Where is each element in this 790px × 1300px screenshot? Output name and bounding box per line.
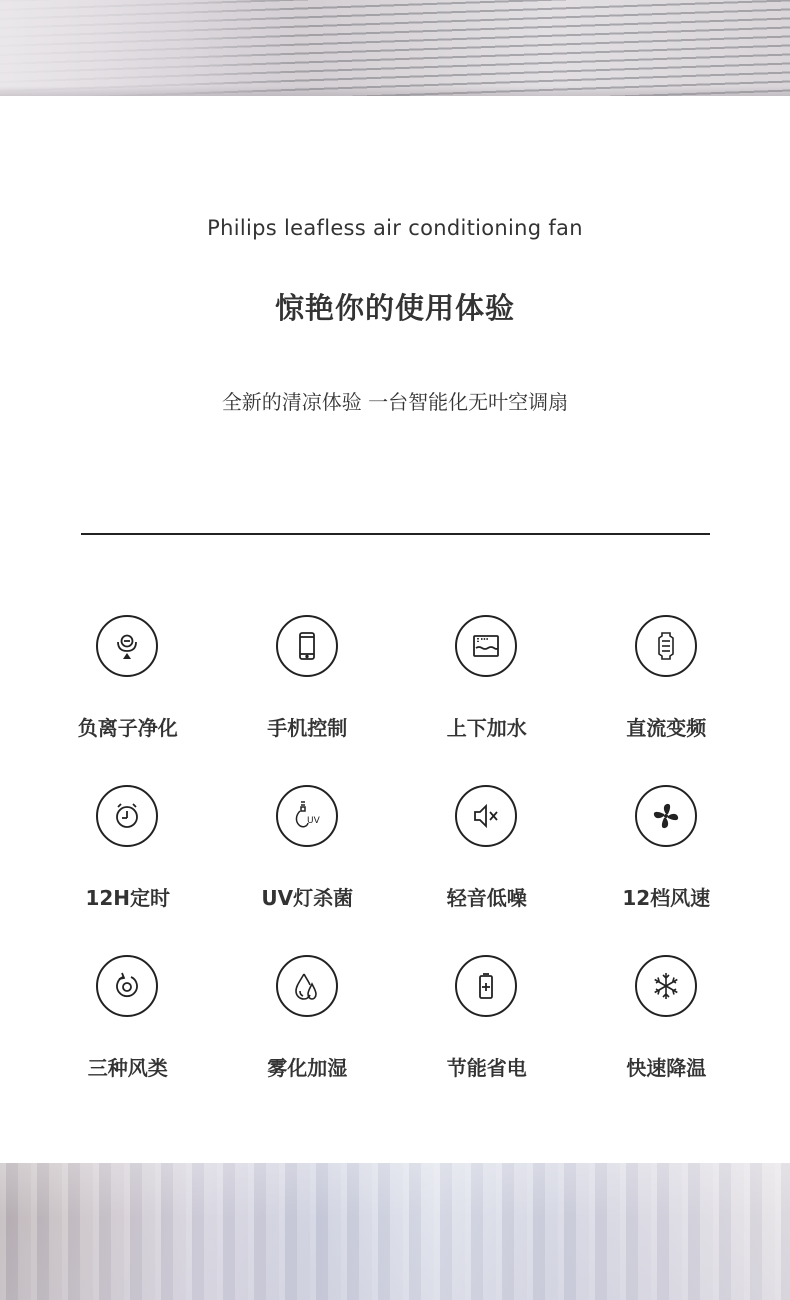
dc-inverter-icon bbox=[635, 615, 697, 677]
feature-label: 直流变频 bbox=[626, 716, 707, 740]
section-divider bbox=[81, 533, 710, 535]
page-tagline: 全新的清凉体验 一台智能化无叶空调扇 bbox=[221, 390, 569, 414]
bottom-curtain-photo bbox=[0, 1163, 790, 1300]
feature-label: UV灯杀菌 bbox=[261, 886, 354, 910]
feature-energy-saving bbox=[397, 953, 577, 1123]
feature-dc-inverter bbox=[577, 613, 757, 783]
rotate-mode-icon bbox=[96, 955, 158, 1017]
water-drops-icon bbox=[276, 955, 338, 1017]
english-subtitle: Philips leafless air conditioning fan bbox=[207, 216, 583, 240]
feature-label: 轻音低噪 bbox=[446, 886, 527, 910]
mute-speaker-icon bbox=[455, 785, 517, 847]
feature-label: 三种风类 bbox=[87, 1056, 168, 1080]
water-tank-icon bbox=[455, 615, 517, 677]
feature-anion-purify bbox=[38, 613, 218, 783]
feature-label: 手机控制 bbox=[267, 716, 348, 740]
top-fabric-photo bbox=[0, 0, 790, 96]
feature-grid bbox=[38, 613, 756, 1123]
phone-icon bbox=[276, 615, 338, 677]
feature-humidify bbox=[218, 953, 398, 1123]
feature-quiet bbox=[397, 783, 577, 953]
feature-label: 快速降温 bbox=[626, 1056, 707, 1080]
fan-blade-icon bbox=[635, 785, 697, 847]
feature-label: 上下加水 bbox=[446, 716, 527, 740]
feature-fast-cooling bbox=[577, 953, 757, 1123]
feature-phone-control bbox=[218, 613, 398, 783]
feature-uv-sterilize bbox=[218, 783, 398, 953]
feature-label: 12H定时 bbox=[85, 886, 171, 910]
uv-lamp-icon bbox=[276, 785, 338, 847]
page-headline: 惊艳你的使用体验 bbox=[274, 291, 515, 325]
feature-timer bbox=[38, 783, 218, 953]
feature-water-fill bbox=[397, 613, 577, 783]
feature-wind-speed bbox=[577, 783, 757, 953]
alarm-clock-icon bbox=[96, 785, 158, 847]
feature-wind-modes bbox=[38, 953, 218, 1123]
battery-icon bbox=[455, 955, 517, 1017]
feature-label: 12档风速 bbox=[622, 886, 711, 910]
feature-label: 雾化加湿 bbox=[267, 1056, 348, 1080]
svg-text:UV: UV bbox=[306, 816, 320, 826]
anion-purify-icon bbox=[96, 615, 158, 677]
snowflake-icon bbox=[635, 955, 697, 1017]
feature-label: 负离子净化 bbox=[77, 716, 178, 740]
feature-label: 节能省电 bbox=[446, 1056, 527, 1080]
